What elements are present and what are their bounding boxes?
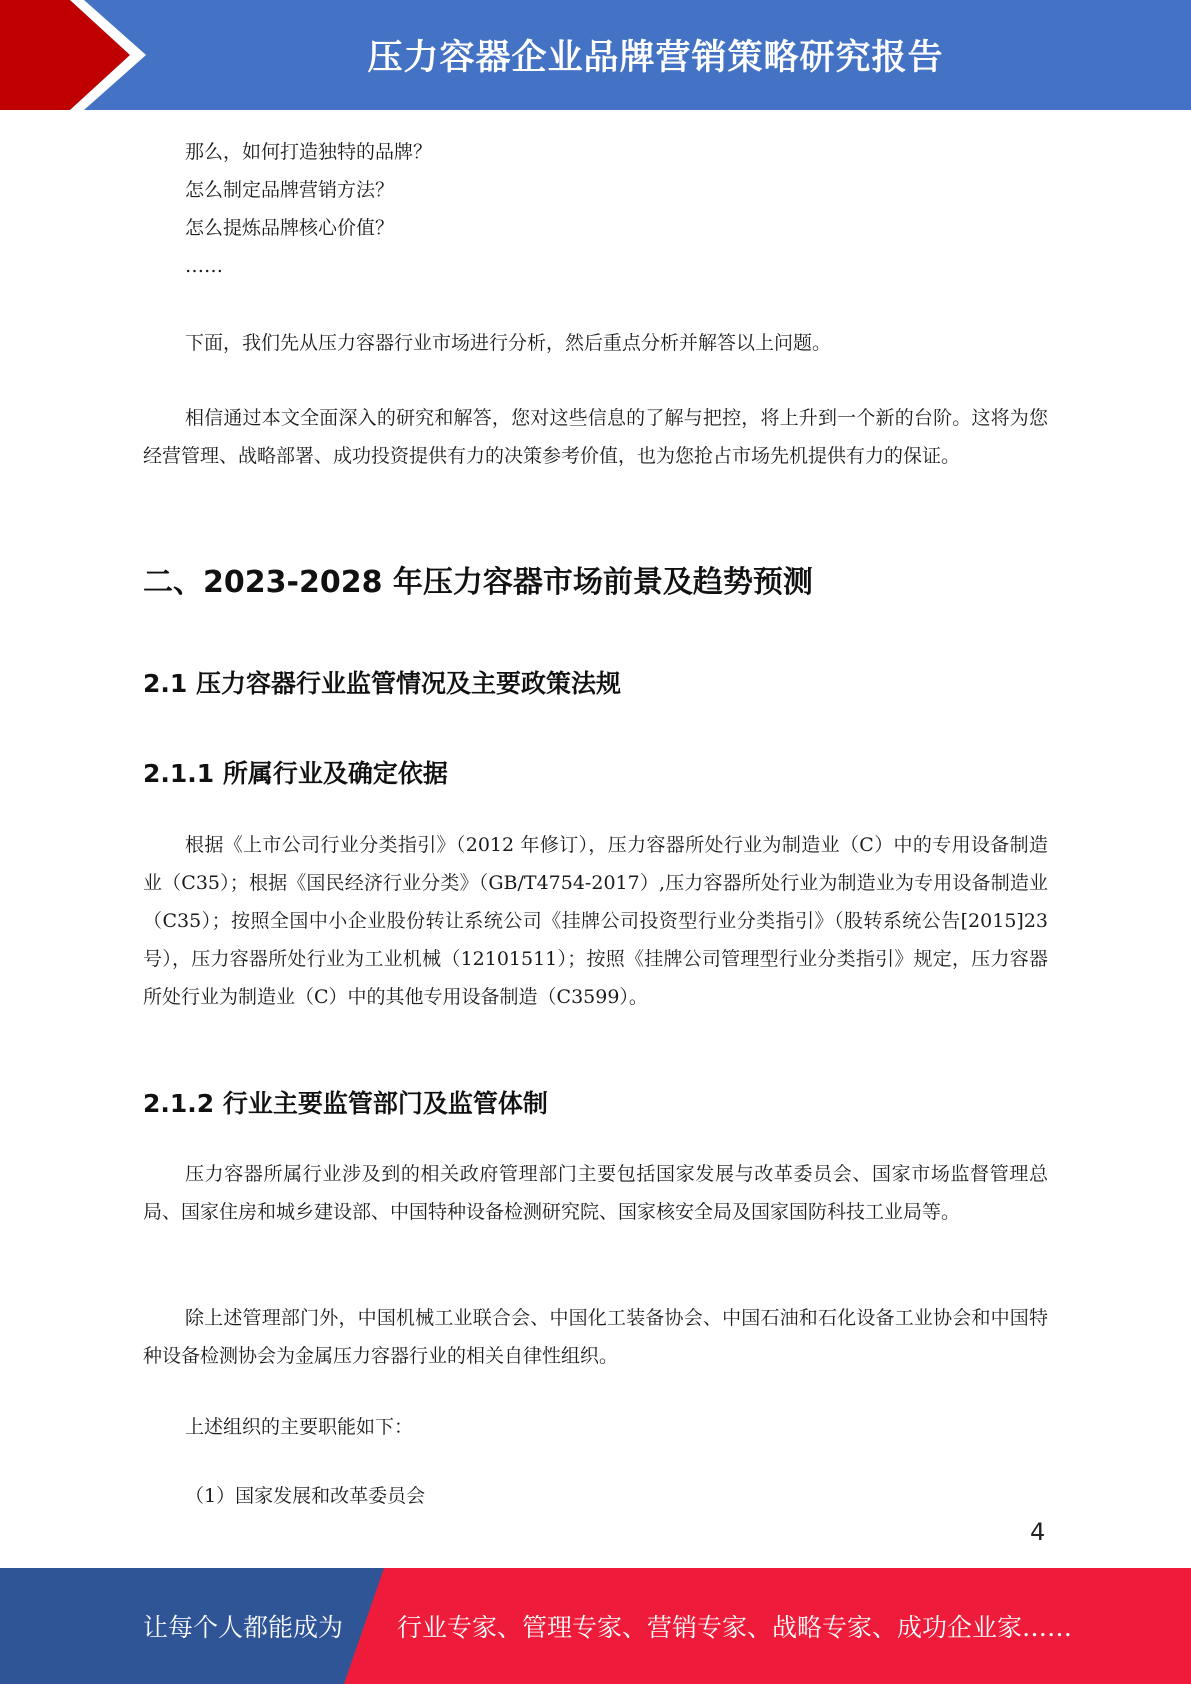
intro-paragraph-2: 相信通过本文全面深入的研究和解答，您对这些信息的了解与把控，将上升到一个新的台阶。这将为您经营管理、战略部署、成功投资提供有力的决策参考价值，也为您抢占市场先机提供有力的保证。 — [143, 407, 1048, 467]
question-3: 怎么提炼品牌核心价值？ — [185, 217, 395, 239]
section-2-1-heading: 2.1 压力容器行业监管情况及主要政策法规 — [143, 669, 621, 698]
footer-slogan-left: 让每个人都能成为 — [143, 1613, 344, 1642]
footer-slogan-right: 行业专家、管理专家、营销专家、战略专家、成功企业家…… — [397, 1613, 1073, 1642]
page-number: 4 — [1030, 1518, 1046, 1546]
section-2-1-1-heading: 2.1.1 所属行业及确定依据 — [143, 759, 448, 788]
page-footer — [0, 1568, 1191, 1684]
intro-paragraph-1: 下面，我们先从压力容器行业市场进行分析，然后重点分析并解答以上问题。 — [185, 332, 832, 354]
page-header — [0, 0, 1191, 110]
ellipsis: …… — [185, 255, 223, 277]
section-2-1-2-paragraph-3: 上述组织的主要职能如下： — [185, 1416, 414, 1438]
section-2-1-2-paragraph-2: 除上述管理部门外，中国机械工业联合会、中国化工装备协会、中国石油和石化设备工业协会和中国特种设备检测协会为金属压力容器行业的相关自律性组织。 — [143, 1307, 1048, 1367]
report-title: 压力容器企业品牌营销策略研究报告 — [367, 38, 944, 78]
list-item-1: （1）国家发展和改革委员会 — [185, 1485, 426, 1507]
section-2-1-1-paragraph: 根据《上市公司行业分类指引》（2012 年修订），压力容器所处行业为制造业（C）中的专用设备制造业（C35）；根据《国民经济行业分类》（GB/T4754-2017）,压力容器所处行业为制造业为专用设备制造业（C35）；按照全国中小企业股份转让系统公司《挂牌公司投资型行业分类指引》（股转系统公告[2015]23 号），压力容器所处行业为工业机械（12101511）；按照《挂牌公司管理型行业分类指引》规定，压力容器所处行业为制造业（C）中的其他专用设备制造（C3599）。 — [143, 834, 1048, 1008]
section-2-1-2-paragraph-1: 压力容器所属行业涉及到的相关政府管理部门主要包括国家发展与改革委员会、国家市场监督管理总局、国家住房和城乡建设部、中国特种设备检测研究院、国家核安全局及国家国防科技工业局等。 — [143, 1163, 1048, 1223]
section-2-heading: 二、2023-2028 年压力容器市场前景及趋势预测 — [143, 565, 813, 600]
question-1: 那么，如何打造独特的品牌？ — [185, 141, 433, 163]
question-2: 怎么制定品牌营销方法？ — [185, 179, 395, 201]
header-arrow-decoration — [0, 0, 160, 110]
section-2-1-2-heading: 2.1.2 行业主要监管部门及监管体制 — [143, 1089, 548, 1118]
